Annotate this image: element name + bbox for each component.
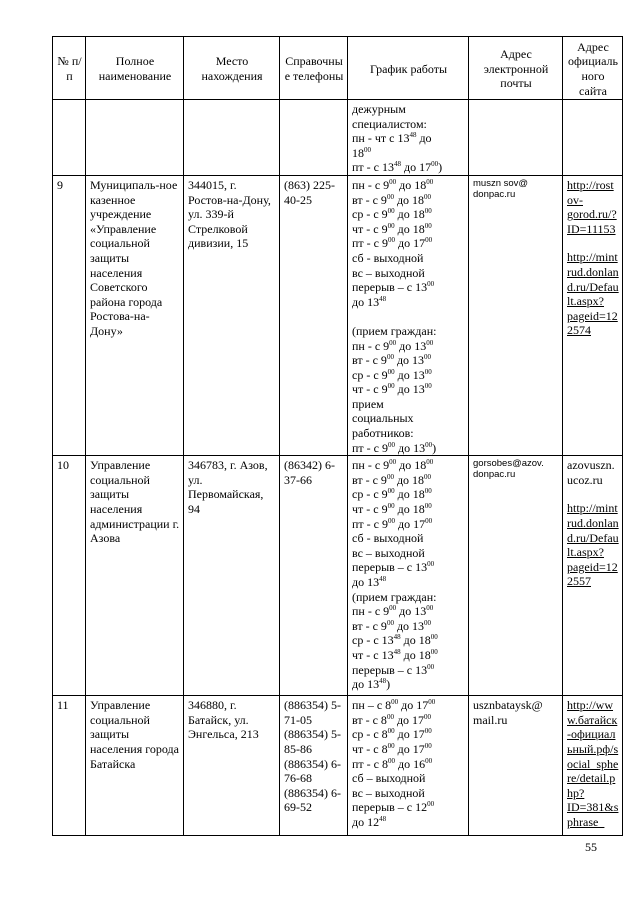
- table-row: [53, 175, 623, 455]
- row-email[interactable]: gorsobes@azov. donpac.ru: [469, 456, 563, 696]
- row-name: Муниципаль-ное казенное учреждение «Управление социальной защиты населения Советского района города Ростова-на-Дону»: [86, 175, 184, 455]
- schedule-line: перерыв – с $13^{00}$: [352, 560, 435, 575]
- row-num: 9: [53, 175, 86, 455]
- schedule-line: специалистом:: [352, 116, 427, 131]
- schedule-line: пт - с $9^{00}$ до $17^{00}$: [352, 236, 433, 251]
- schedule-line: сб - выходной: [352, 531, 424, 546]
- schedule-line: вс – выходной: [352, 545, 425, 560]
- schedule-line: ср - с $13^{48}$ до $18^{00}$: [352, 633, 438, 648]
- row-location: 344015, г. Ростов-на-Дону, ул. 339-й Стрелковой дивизии, 15: [184, 175, 280, 455]
- table-row: [53, 456, 623, 696]
- schedule-line: чт - с $13^{48}$ до $18^{00}$: [352, 647, 438, 662]
- schedule-line: пт - с $13^{48}$ до $17^{00}$): [352, 160, 443, 175]
- schedule-line: ср - с $8^{00}$ до $17^{00}$: [352, 727, 432, 742]
- schedule-line: вт - с $9^{00}$ до $18^{00}$: [352, 472, 432, 487]
- table-row: [53, 696, 623, 836]
- schedule-line: вс – выходной: [352, 785, 425, 800]
- row-phones: (86342) 6-37-66: [280, 456, 348, 696]
- schedule-line: прием: [352, 396, 384, 411]
- schedule-line: вт - с $9^{00}$ до $13^{00}$: [352, 353, 432, 368]
- schedule-line: чт - с $9^{00}$ до $13^{00}$: [352, 382, 432, 397]
- schedule-line: [352, 309, 465, 324]
- schedule-line: пн - с $9^{00}$ до $13^{00}$: [352, 338, 434, 353]
- row-phones: (863) 225-40-25: [280, 175, 348, 455]
- header-schedule: График работы: [348, 37, 469, 100]
- schedule-line: ср - с $9^{00}$ до $18^{00}$: [352, 487, 432, 502]
- schedule-line: перерыв – с $13^{00}$: [352, 662, 435, 677]
- schedule-line: до $13^{48}$: [352, 294, 387, 309]
- schedule-line: пн – с $8^{00}$ до $17^{00}$: [352, 698, 436, 713]
- schedule-line: ср - с $9^{00}$ до $18^{00}$: [352, 207, 432, 222]
- header-location: Место нахождения: [184, 37, 280, 100]
- schedule-line: социальных: [352, 411, 414, 426]
- row-num: 11: [53, 696, 86, 836]
- continuation-schedule: [348, 100, 469, 176]
- site-link[interactable]: http://rostov-gorod.ru/?ID=11153: [567, 177, 617, 236]
- row-email[interactable]: usznbataysk@ mail.ru: [469, 696, 563, 836]
- schedule-line: вс – выходной: [352, 265, 425, 280]
- row-site: [563, 696, 623, 836]
- row-name: Управление социальной защиты населения города Батайска: [86, 696, 184, 836]
- schedule-line: вт - с $9^{00}$ до $13^{00}$: [352, 618, 432, 633]
- header-num: № п/п: [53, 37, 86, 100]
- schedule-line: перерыв – с $12^{00}$: [352, 800, 435, 815]
- schedule-line: перерыв – с $13^{00}$: [352, 280, 435, 295]
- row-email[interactable]: muszn sov@ donpac.ru: [469, 175, 563, 455]
- row-schedule: [348, 696, 469, 836]
- schedule-line: пт - с $8^{00}$ до $16^{00}$: [352, 756, 433, 771]
- page-number: 55: [585, 840, 597, 854]
- site-link[interactable]: http://mintrud.donland.ru/Default.aspx?pageid=122574: [567, 250, 619, 338]
- header-name: Полное наименование: [86, 37, 184, 100]
- row-site: [563, 175, 623, 455]
- row-site: [563, 456, 623, 696]
- schedule-line: пт - с $9^{00}$ до $13^{00}$): [352, 440, 437, 455]
- row-location: 346783, г. Азов, ул. Первомайская, 94: [184, 456, 280, 696]
- schedule-line: пт - с $9^{00}$ до $17^{00}$: [352, 516, 433, 531]
- schedule-line: до $13^{48}$): [352, 677, 391, 692]
- header-phones: Справочные телефоны: [280, 37, 348, 100]
- schedule-line: до $13^{48}$: [352, 575, 387, 589]
- schedule-line: вт - с $9^{00}$ до $18^{00}$: [352, 192, 432, 207]
- schedule-line: пн - с $9^{00}$ до $18^{00}$: [352, 177, 434, 192]
- schedule-line: пн - с $9^{00}$ до $18^{00}$: [352, 458, 434, 473]
- schedule-line: (прием граждан:: [352, 323, 437, 338]
- row-name: Управление социальной защиты населения администрации г. Азова: [86, 456, 184, 696]
- schedule-line: ср - с $9^{00}$ до $13^{00}$: [352, 367, 432, 382]
- directory-table: [52, 36, 623, 836]
- schedule-line: чт - с $9^{00}$ до $18^{00}$: [352, 221, 432, 236]
- schedule-line: пн - с $9^{00}$ до $13^{00}$: [352, 604, 434, 619]
- schedule-line: дежурным: [352, 102, 406, 116]
- schedule-line: сб - выходной: [352, 250, 424, 265]
- header-email: Адрес электронной почты: [469, 37, 563, 100]
- schedule-line: вт - с $8^{00}$ до $17^{00}$: [352, 712, 432, 727]
- header-site: Адрес официального сайта: [563, 37, 623, 100]
- row-schedule: [348, 456, 469, 696]
- row-location: 346880, г. Батайск, ул. Энгельса, 213: [184, 696, 280, 836]
- continuation-row: [53, 100, 623, 176]
- row-schedule: [348, 175, 469, 455]
- row-num: 10: [53, 456, 86, 696]
- schedule-line: работников:: [352, 426, 414, 441]
- site-link[interactable]: http://www.батайск-официальный.рф/social_sphere/detail.php?ID=381&sphrase_: [567, 698, 619, 829]
- site-link[interactable]: http://mintrud.donland.ru/Default.aspx?pageid=122557: [567, 501, 619, 589]
- header-row: [53, 37, 623, 100]
- schedule-line: пн - чт с $13^{48}$ до: [352, 131, 432, 146]
- schedule-line: $18^{00}$: [352, 145, 371, 160]
- schedule-line: чт - с $9^{00}$ до $18^{00}$: [352, 502, 432, 517]
- row-phones: (886354) 5-71-05 (886354) 5-85-86 (886354) 6-76-68 (886354) 6-69-52: [280, 696, 348, 836]
- schedule-line: (прием граждан:: [352, 589, 437, 604]
- site-link[interactable]: azovuszn.ucoz.ru: [567, 458, 615, 487]
- schedule-line: сб – выходной: [352, 771, 426, 786]
- schedule-line: до $12^{48}$: [352, 815, 387, 829]
- schedule-line: чт - с $8^{00}$ до $17^{00}$: [352, 742, 432, 757]
